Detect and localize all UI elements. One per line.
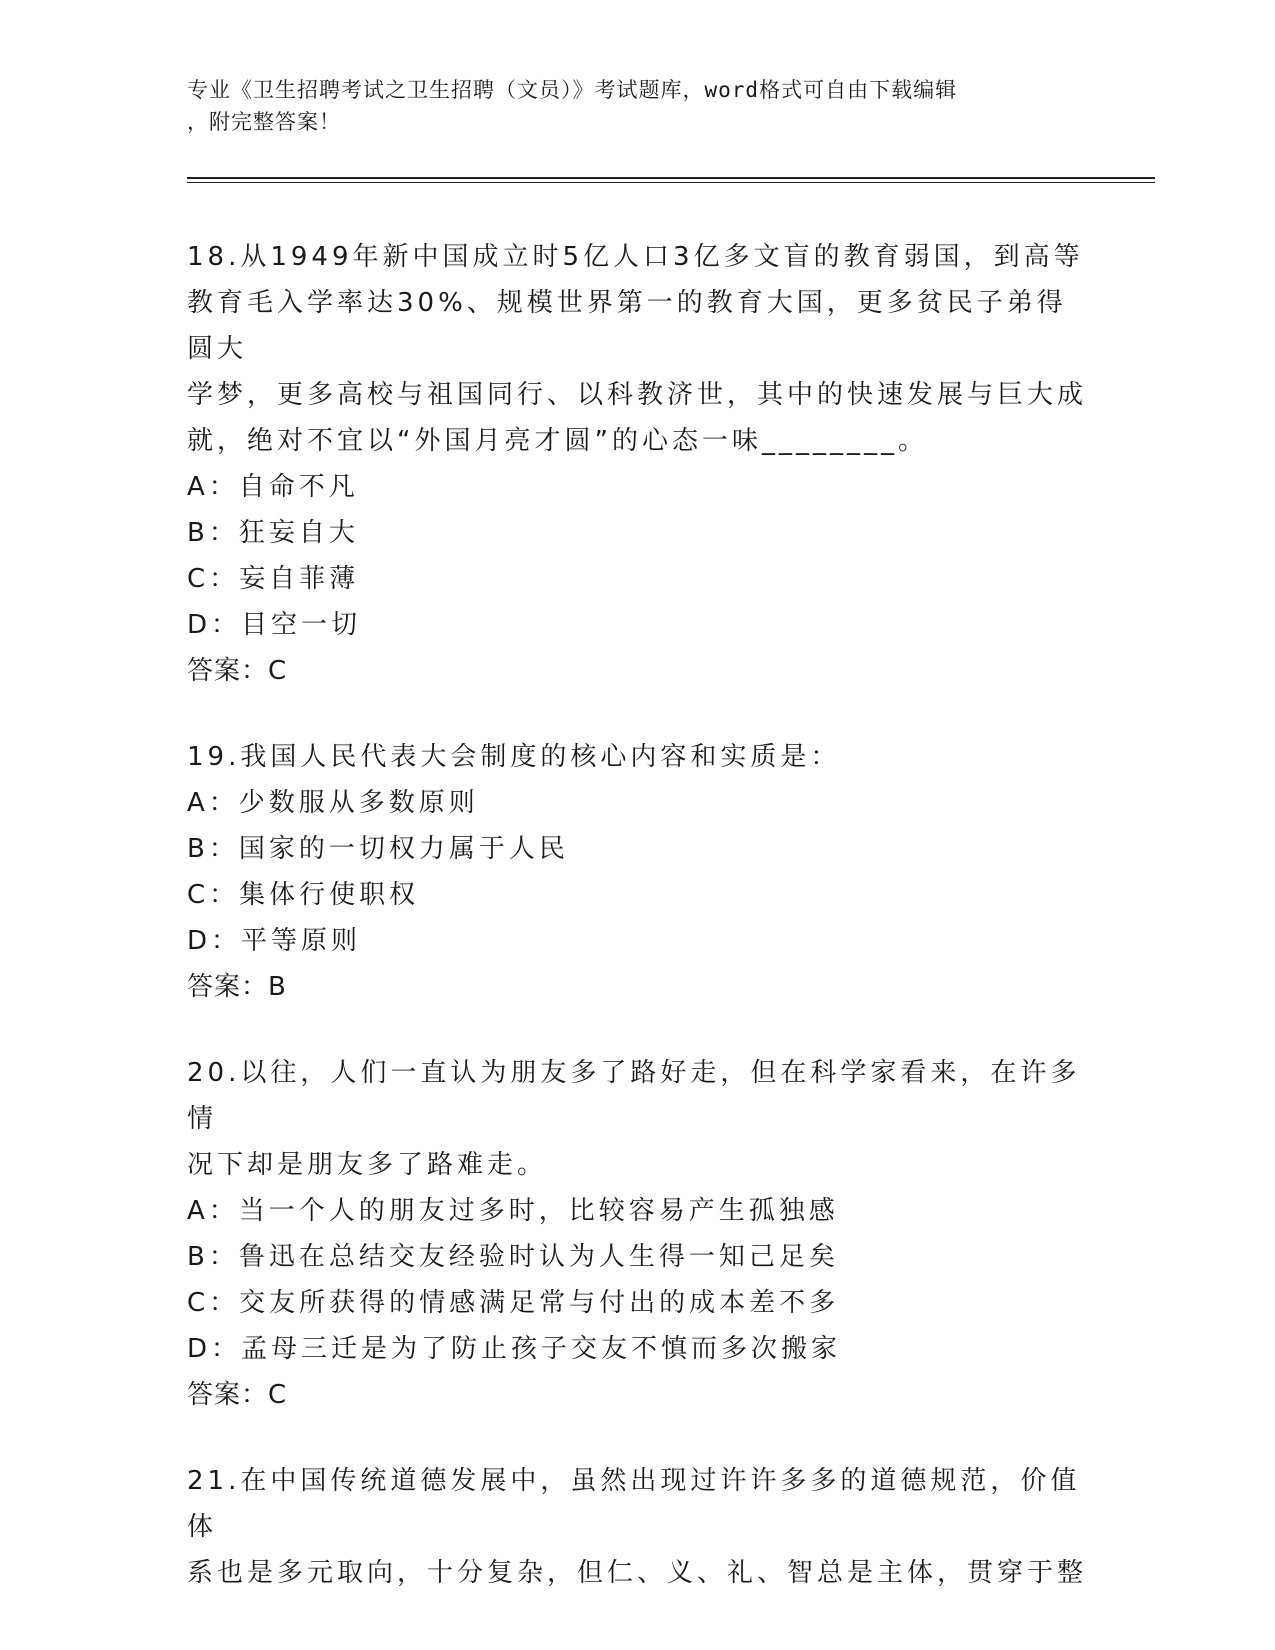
option-a: A：当一个人的朋友过多时，比较容易产生孤独感 xyxy=(187,1196,839,1226)
stem-line: 教育毛入学率达30%、规模世界第一的教育大国，更多贫民子弟得圆大 xyxy=(187,288,1067,364)
question-20 xyxy=(187,1050,1087,1418)
option-c: C：交友所获得的情感满足常与付出的成本差不多 xyxy=(187,1288,840,1318)
option-d: D：目空一切 xyxy=(187,610,362,640)
option-a: A：自命不凡 xyxy=(187,472,359,502)
option-d: D：孟母三迁是为了防止孩子交友不慎而多次搬家 xyxy=(187,1334,842,1364)
option-b: B：狂妄自大 xyxy=(187,518,359,548)
stem-line: 系也是多元取向，十分复杂，但仁、义、礼、智总是主体，贯穿于整 xyxy=(187,1558,1088,1588)
header-line-1: 专业《卫生招聘考试之卫生招聘（文员）》考试题库，word格式可自由下载编辑 xyxy=(187,78,958,102)
question-stem xyxy=(187,734,1087,780)
stem-line: 18.从1949年新中国成立时5亿人口3亿多文盲的教育弱国，到高等 xyxy=(187,242,1084,272)
question-21 xyxy=(187,1458,1087,1596)
option-d: D：平等原则 xyxy=(187,926,362,956)
question-18 xyxy=(187,234,1087,694)
option-b: B：鲁迅在总结交友经验时认为人生得一知己足矣 xyxy=(187,1242,839,1272)
question-19 xyxy=(187,734,1087,1010)
option-c: C：妄自菲薄 xyxy=(187,564,360,594)
document-header xyxy=(187,74,1067,138)
stem-line: 就，绝对不宜以“外国月亮才圆”的心态一味________。 xyxy=(187,426,928,456)
question-list xyxy=(187,234,1087,1636)
stem-line: 况下却是朋友多了路难走。 xyxy=(187,1150,548,1180)
option-a: A：少数服从多数原则 xyxy=(187,788,479,818)
question-stem xyxy=(187,1050,1087,1188)
stem-line: 21.在中国传统道德发展中，虽然出现过许许多多的道德规范，价值体 xyxy=(187,1466,1081,1542)
header-divider-thick xyxy=(187,177,1155,179)
stem-line: 19.我国人民代表大会制度的核心内容和实质是： xyxy=(187,742,841,772)
answer-label: 答案：C xyxy=(187,1380,288,1410)
option-c: C：集体行使职权 xyxy=(187,880,420,910)
answer-label: 答案：B xyxy=(187,972,287,1002)
stem-line: 20.以往，人们一直认为朋友多了路好走，但在科学家看来，在许多情 xyxy=(187,1058,1081,1134)
header-divider-thin xyxy=(187,182,1155,183)
stem-line: 学梦，更多高校与祖国同行、以科教济世，其中的快速发展与巨大成 xyxy=(187,380,1088,410)
question-stem xyxy=(187,234,1087,464)
option-b: B：国家的一切权力属于人民 xyxy=(187,834,569,864)
answer-label: 答案：C xyxy=(187,656,288,686)
header-line-2: ，附完整答案！ xyxy=(187,110,341,134)
question-stem xyxy=(187,1458,1087,1596)
